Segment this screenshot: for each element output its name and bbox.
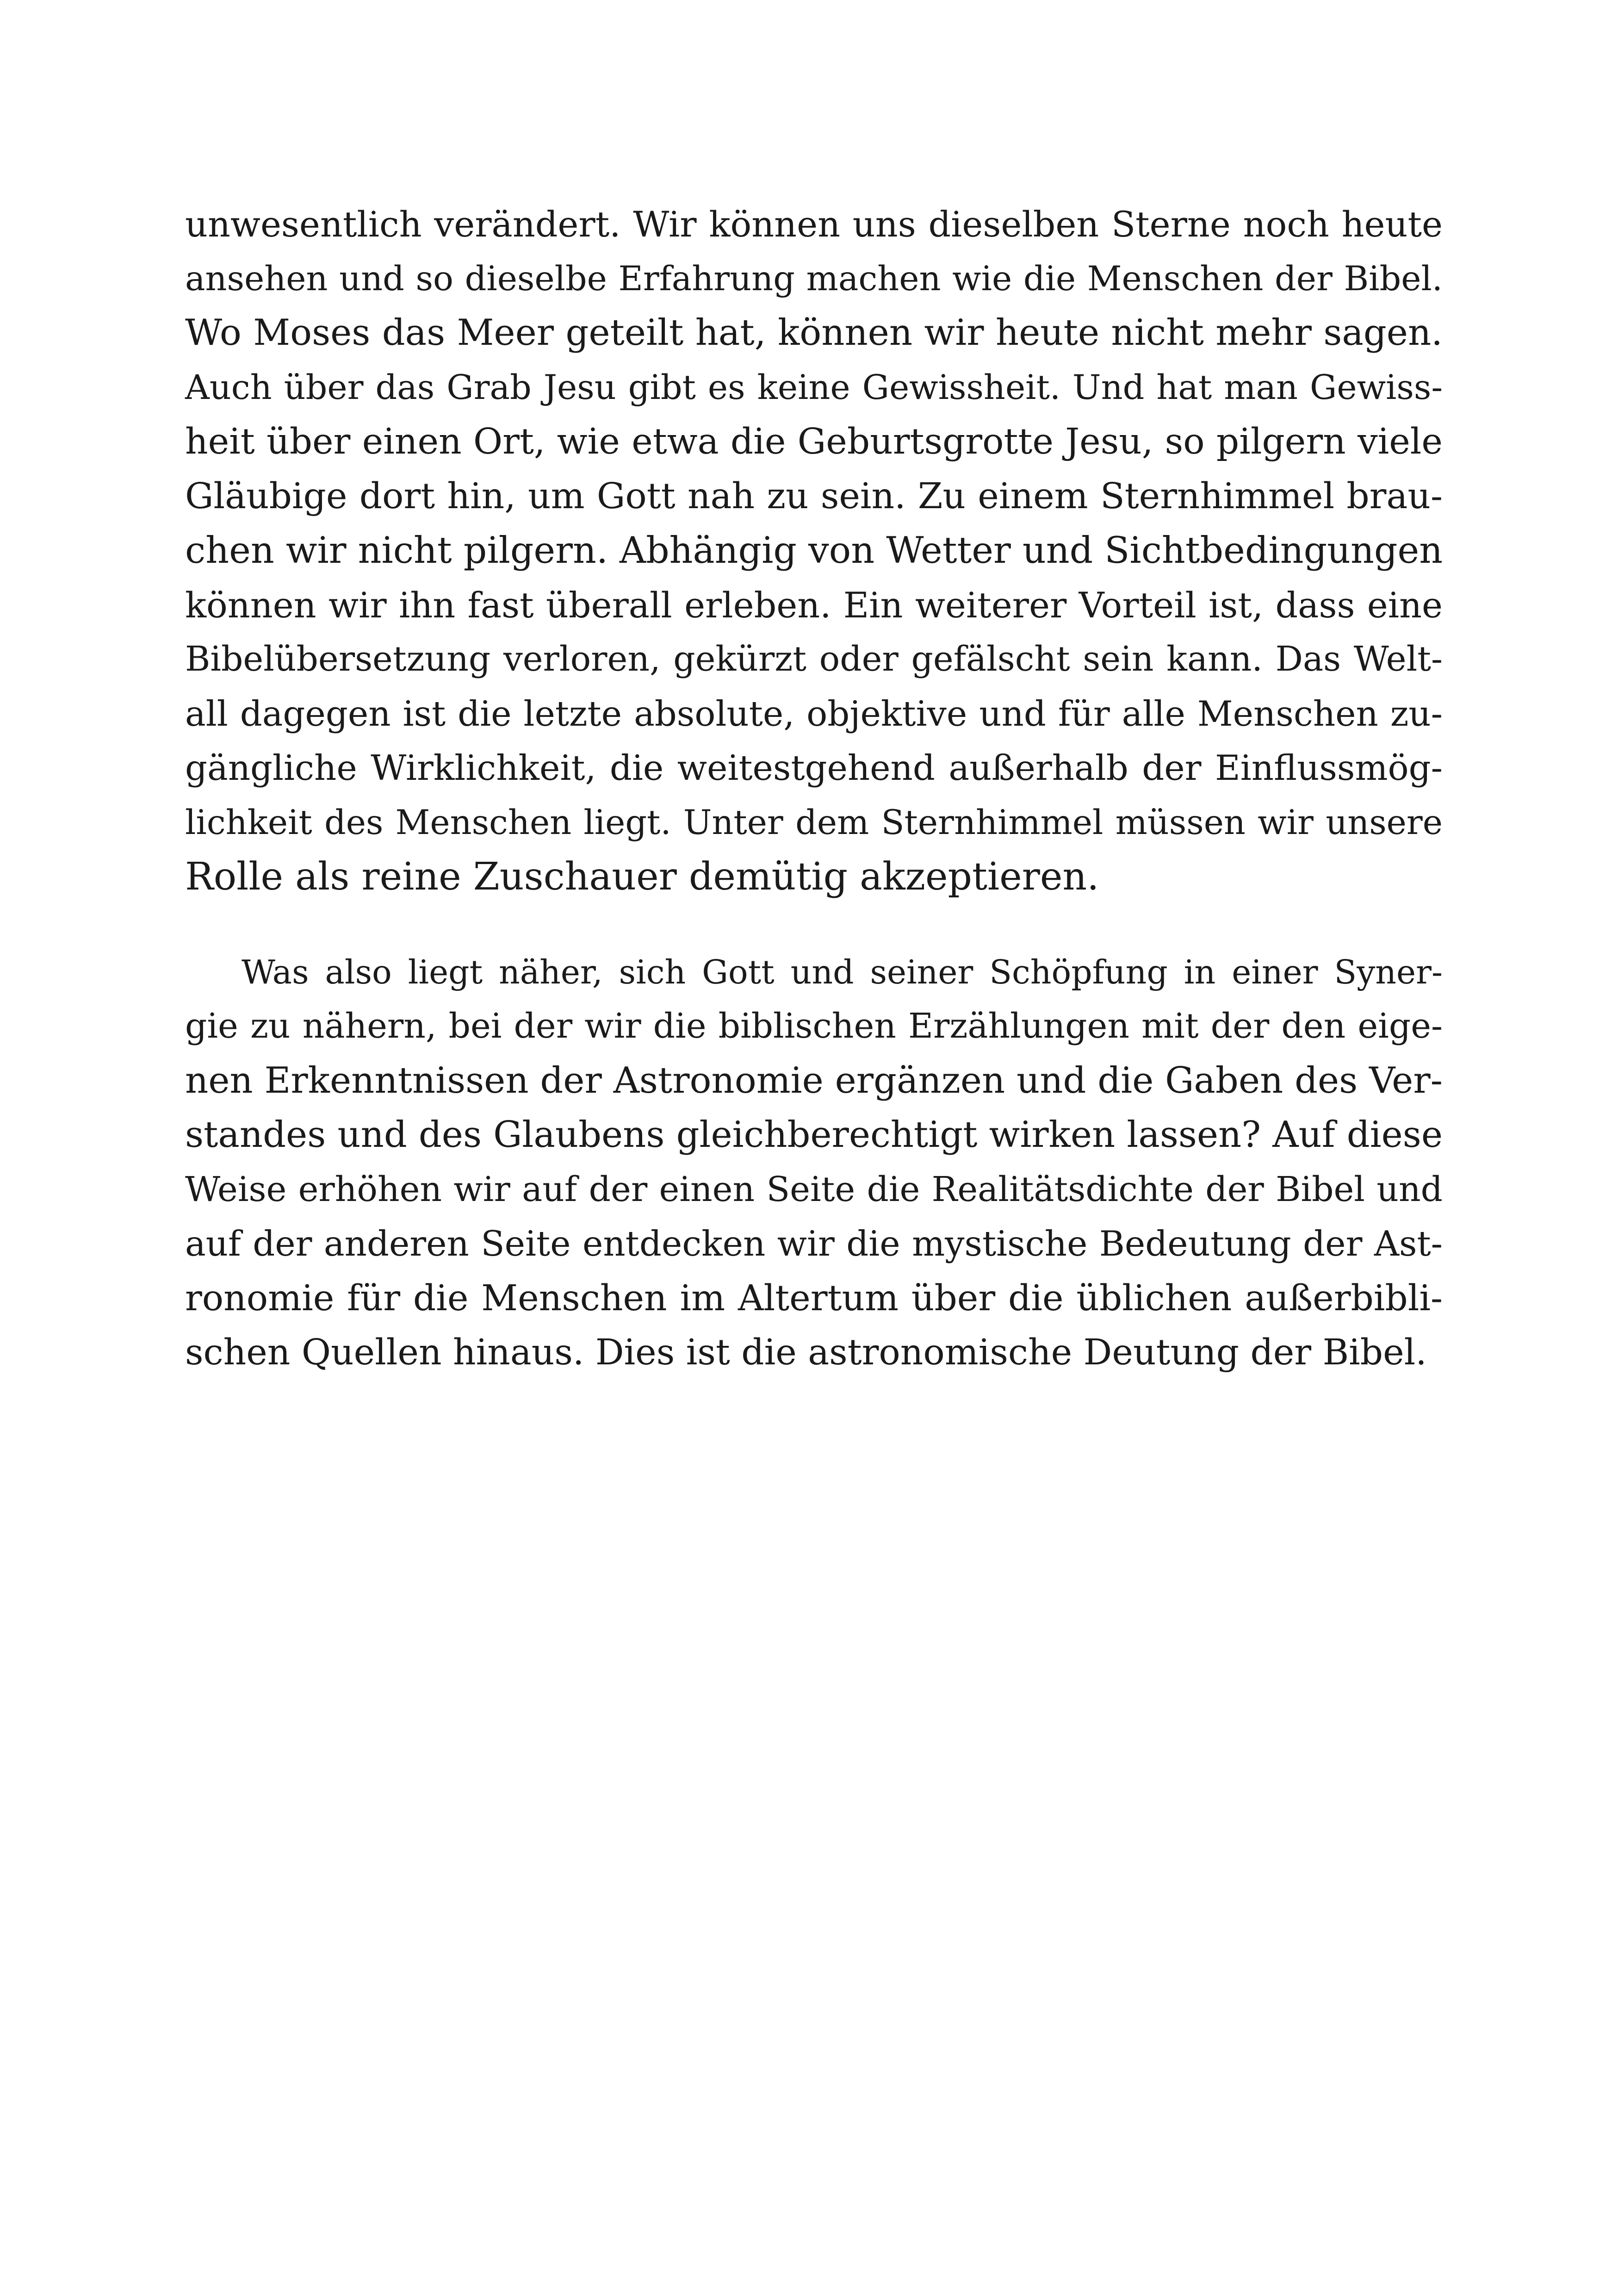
paragraph-1 (185, 197, 1443, 904)
text-line: Weise erhöhen wir auf der einen Seite die Realitätsdichte der Bibel und (185, 1169, 1443, 1209)
text-line: ansehen und so dieselbe Erfahrung machen wie die Menschen der Bibel. (185, 259, 1443, 299)
text-line: lichkeit des Menschen liegt. Unter dem Sternhimmel müssen wir unsere (185, 803, 1443, 842)
text-line: nen Erkenntnissen der Astronomie ergänzen und die Gaben des Ver- (185, 1059, 1443, 1101)
text-line: Rolle als reine Zuschauer demütig akzeptieren. (185, 855, 1099, 899)
text-line: Gläubige dort hin, um Gott nah zu sein. Zu einem Sternhimmel brau- (185, 475, 1443, 517)
text-line: schen Quellen hinaus. Dies ist die astronomische Deutung der Bibel. (185, 1332, 1427, 1373)
text-line: gängliche Wirklichkeit, die weitestgehend außerhalb der Einflussmög- (185, 747, 1443, 788)
text-line: all dagegen ist die letzte absolute, objektive und für alle Menschen zu- (185, 693, 1443, 734)
text-line: auf der anderen Seite entdecken wir die mystische Bedeutung der Ast- (185, 1223, 1443, 1264)
paragraph-spacer (185, 904, 1443, 945)
text-line: Auch über das Grab Jesu gibt es keine Gewissheit. Und hat man Gewiss- (185, 367, 1443, 407)
text-line: heit über einen Ort, wie etwa die Geburtsgrotte Jesu, so pilgern viele (185, 421, 1443, 462)
text-line: können wir ihn fast überall erleben. Ein weiterer Vorteil ist, dass eine (185, 584, 1443, 626)
text-line: unwesentlich verändert. Wir können uns dieselben Sterne noch heute (185, 204, 1443, 245)
text-line: Was also liegt näher, sich Gott und seiner Schöpfung in einer Syner- (242, 952, 1443, 991)
text-line: ronomie für die Menschen im Altertum über die üblichen außerbibli- (185, 1277, 1443, 1319)
paragraph-2 (185, 945, 1443, 1380)
text-line: Wo Moses das Meer geteilt hat, können wir heute nicht mehr sagen. (185, 312, 1443, 354)
text-line: gie zu nähern, bei der wir die biblischen Erzählungen mit der den eige- (185, 1006, 1443, 1046)
text-line: Bibelübersetzung verloren, gekürzt oder gefälscht sein kann. Das Welt- (185, 639, 1443, 679)
body-text (185, 197, 1443, 1380)
text-line: standes und des Glaubens gleichberechtigt wirken lassen? Auf diese (185, 1114, 1443, 1156)
text-line: chen wir nicht pilgern. Abhängig von Wetter und Sichtbedingungen (185, 529, 1443, 572)
